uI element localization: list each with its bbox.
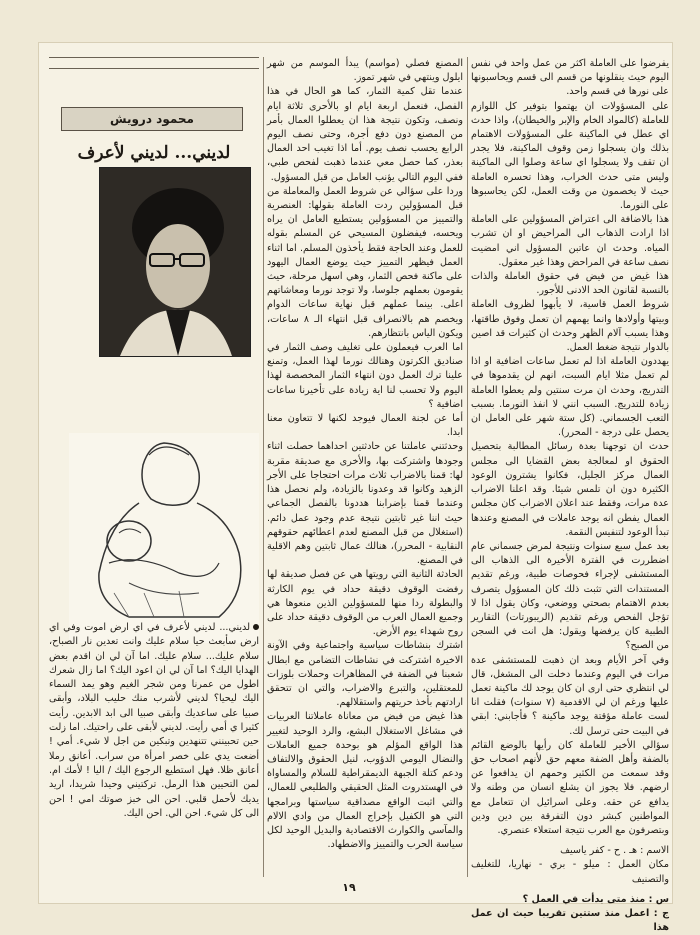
paragraph: هذا بالاضافة الى اعتراض المسؤولين على العاملة اذا ارادت الذهاب الى المراحيض او ان تشرب المياه. وحدث ان عاتبن المسؤول اني امضيت نصف ساعة في المراحض وهذا غير معقول.: [471, 214, 669, 268]
interview-workplace: مكان العمل : ميلو - بري - نهاريا، للتغليف والتصنيف: [471, 859, 669, 885]
paragraph: يفرضوا على العاملة اكثر من عمل واحد في نفس اليوم حيث ينقلونها من قسم الى قسم ويحاسبونها على نورها في قسم واحد.: [471, 58, 669, 98]
paragraph: وحدثتني عاملتنا عن حادثتين احداهما حصلت اثناء وجودها واشتركت بها، والأخرى مع صديقة مقربة لها: قمنا بالاضراب ثلاث مرات احتجاجا على الأجر الزهيد وكانوا قد وعدونا بالزيادة، ولم نحصل هذا وعندما قمنا بإضرابنا هددونا بالفصل الجماعي حيث اننا غير ثابتين نتيجة عدم وجود عمل دائم. (استغلال من قبل المصنع لعدم اعطائهم حقوقهم النقابية - المحرر)، هنالك عمال ثابتين وهم الاقلية في المصنع.: [267, 441, 463, 567]
paragraph: شروط العمل قاسية، لا يأبهوا لظروف العاملة وبيتها وأولادها وانما يهمهم ان تعمل وفوق طاقتها، وهذا يسبب آلام الظهر وحدث ان كثيرات قد اصين بالدوار نتيجة ضغط العمل.: [471, 299, 669, 354]
author-photo: [99, 167, 251, 357]
paragraph: يهددون العاملة اذا لم تعمل ساعات اضافية او اذا لم تعمل مثلا ايام السبت، انهم لن يقدموها في التدريج، وحدث ان مرت سنتين ولم يعطوا العاملة زيادة للتدريج. السبب انني لا انفذ النورما. بسبب التعب الجسماني. (كل ستة شهر على العامل ان يحصل على درجة - المحرر).: [471, 356, 669, 439]
column-divider: [467, 57, 468, 877]
poem-text: [49, 621, 259, 891]
paragraph: سؤالي الأخير للعاملة كان رأيها بالوضع القائم بالضفة وأهل الضفة معهم حق لأنهم اصحاب حق وقد سمعت من الكثير وحمهم ان يدافعوا عن ارضهم. فلا يجوز ان يشلع انسان من وطنه ولا يدافع عن حقه. وعلى اسرائيل ان تتعامل مع المواطنين كبشر دون التفرقة بين دين ودين وبتصرفون مع العرب نتيجة استعلاء عنصري.: [471, 739, 669, 836]
portrait-icon: [100, 168, 250, 356]
paragraph: هذا غيض من فيض من معاناة عاملاتنا العربيات في مشاغل الاستغلال البشع، والرد الوحيد لتغيير هذا الواقع المؤلم هو بوحدة جميع العاملات والنضال اليومي الدؤوب، لنيل الحقوق والالتفاف ودعم كتلة الجبهة الديمقراطية للسلام والمساواة في الهستدروت المثل الحقيقي والطليعي للعمال، والتي اثبت الواقع مصداقية سياستها وبرامجها التي هو الكفيل بإخراج العمال من وادي الالام والمآسي والكوارث الاقتصادية والبديل الوحيد لكل سياسة الحرب والتمييز والاضطهاد.: [267, 711, 463, 851]
interview-name: الاسم : هـ . ح - كفر ياسيف: [560, 845, 669, 857]
paragraph: بعد عمل سبع سنوات ونتيجة لمرض جسماني عام اضطررت في الفترة الأخيرة الى الذهاب الى المستشفى لإجراء فحوصات طبية، ورغم تقديم المستندات التي تثبت ذلك كان المسؤول يتصرف بعدم الاهتمام بصحتي ووضعي، وكان يقول اذا لا تؤجل الفحص ورغم تقديم (الريبورتات) التقارير الطبية كان يرفضها ويقول: هل انت في السجن من الصبح؟: [471, 540, 669, 652]
mother-child-illustration: [69, 433, 259, 643]
paragraph: الحادثة الثانية التي رويتها هي عن فصل صديقة لها رفضت الوقوف دقيقة حداد في يوم الكارثة والبطولة ردا منها للمسؤولين الذين منعوها هي وجميع العمال العرب من الوقوف دقيقة حداد على روح شهداء يوم الأرض.: [267, 569, 463, 638]
paragraph: حدث ان توجهنا بعدة رسائل المطالبة بتحصيل الحقوق او لمعالجة بعض القضايا الى مجلس العمال مركز الجليل، فكانوا يشترون الوعود الكثيرة دون ان تلمس شيئا. وقد اعلنا الاضراب عدة مرات، وفقط عند اعلان الاضراب كان مجلس العمال يفطن انه يوجد عاملات في المصنع وعندها تبدأ الوعود لتنفيس النقمة.: [471, 441, 669, 538]
paragraph: وفي آخر الأيام وبعد ان ذهبت للمستشفى عدة مرات في اليوم وعندما دخلت الى المشغل، قال لي انتظري حتى ارى ان كان يوجد لك ماكينة تعمل عليها ورغم ان لي الاقدمية (٧ سنوات) فقلت انا لست عاملة مؤقتة يوجد ماكينة ؟ فأجابني: ابقي في البيت حتى ترسل لك.: [471, 654, 669, 737]
paragraph: اشترك بنشاطات سياسية واجتماعية وفي الآونة الاخيرة اشتركت في نشاطات التضامن مع ابطال شعبنا في الضفة في المظاهرات وحملات بلوزات للمعتقلين، والتبرع والاضراب، والتي ان تتحقق ارادتهم بأخذ حريتهم واستقلالهم.: [267, 640, 463, 709]
paragraph: اما العرب فيعملون على تغليف وصف الثمار في صناديق الكرتون وهنالك نورما لهذا العمل، وتمنع علينا ترك العمل دون انتهاء الثمار المخصصة لهذا اليوم ولا تحسب لنا اية زيادة على تأخيرنا ساعات اضافية ؟: [267, 342, 463, 410]
article-column-middle: [267, 57, 463, 893]
article-column-right: [471, 57, 669, 934]
paragraph: هذا غيض من فيض في حقوق العاملة والذات بالنسبة لقانون الحد الادنى للأجور.: [471, 271, 669, 297]
paragraph: على المسؤولات ان يهتموا بتوفير كل اللوازم للعاملة (كالمواد الخام والإبر والخيطان)، واذا حدث اي عطل في الماكينة على المسؤولات الاهتمام بذلك وان يسجلوا زمن وقوف الماكينة، فلا يجدر ان تقف ولا يسجلوا اي ساعة وصلوا الى الماكينة وليس متى حدث الخراب، وهذا تحسره العاملة حيث لا يخصمون من وقت العمل، لكن يحاسبوها على النورما.: [471, 100, 669, 212]
paragraph: عندما تقل كمية الثمار، كما هو الحال في هذا الفصل، فنعمل اربعة ايام او بالأحرى ثلاثة ايام ونصف، وتكون نتيجة هذا ان يعطلوا العمال بأمر من المصنع دون دفع أجرة، وحتى نصف اليوم الرابع يحسب نصف يوم. أما اذا تغيب احد العمال بعذر، كما حصل معي عندما ذهبت لفحص طبي، ففي اليوم التالي يؤنب العامل من قبل المسؤول.: [267, 86, 463, 183]
paragraph: وردا على سؤالي عن شروط العمل والمعاملة من قبل المسؤولين ردت العاملة بقولها: العنصرية والتمييز من المسؤولين يستطيع العامل ان يراه ويحسه، فيفضلون المسيحي عن المسلم بقوله للعمل وعند الحاجة فقط يأخذون المسلم. اما اثناء العمل فيظهر التمييز حيث يوضع العمال اليهود على ماكنة فحص الثمار، وهي اسهل مرحلة، حيث يقومون بعملهم جلوسا، ولا توجد نورما ومعاشاتهم اعلى. بينما عملهم قبل نهاية ساعات الدوام ويخصم هم بالانصراف قبل انتهاء الـ ٨ ساعات، ويكون الياس بانتظارهم.: [267, 185, 463, 339]
bullet-icon: [253, 624, 259, 630]
page-number: ١٩: [342, 881, 356, 894]
illustration-icon: [69, 433, 259, 621]
paragraph: المصنع فصلي (مواسم) يبدأ الموسم من شهر ايلول وينتهي في شهر تموز.: [267, 58, 463, 84]
interview-answer: ج : اعمل منذ ستتين تقريبا حيث ان عمل هذا: [471, 907, 669, 934]
poem-body: لديني... لديني لأعرف في اي ارض اموت وفي اي ارض سأبعث حيا سلام عليك وانت تعدين نار الصباح، سلام عليك... سلام عليك. اما آن لي ان اقدم بعض الهدايا اليك؟ اما آن لي ان اعود اليك؟ اما زال شعرك اطول من عمرنا ومن شجر الغيم وهو يمد السماء اليك ليحيا؟ لديني لأشرب منك حليب البلاد، وأبقى صبيا على ساعديك وأبقى صبيا الى ابد الابدين. رأيت كثيرا ي أمي رأيت. لديني لأبقى على راحتيك. اما زلت حين تحبينني تتنهدين وتبكين من اجل لا شيء. أمي ! أضعت يدي على خصر امرأة من سراب. أعانق رملا أعانق ظلا. فهل استطيع الرجوع اليك / اليا ! لأمك ام. لمن التحيين هذا الرمل. تركتيني وحيدا شريدا، اريد يديك لأحمل قلبي. احن الى خبز صوتك امي ! احن الى كل شيء. احن الي. احن اليك.: [49, 622, 259, 819]
author-name: محمود درويش: [61, 107, 243, 131]
magazine-page: [38, 42, 673, 934]
interview-question: س : منذ متى بدأت في العمل ؟: [522, 893, 669, 905]
column-header-bar: [49, 57, 259, 69]
paragraph: أما عن لجنة العمال فيوجد لكنها لا تتعاون معنا ابدا.: [267, 413, 463, 439]
column-divider: [263, 57, 264, 877]
column-title: لديني... لديني لأعرف: [77, 143, 231, 163]
